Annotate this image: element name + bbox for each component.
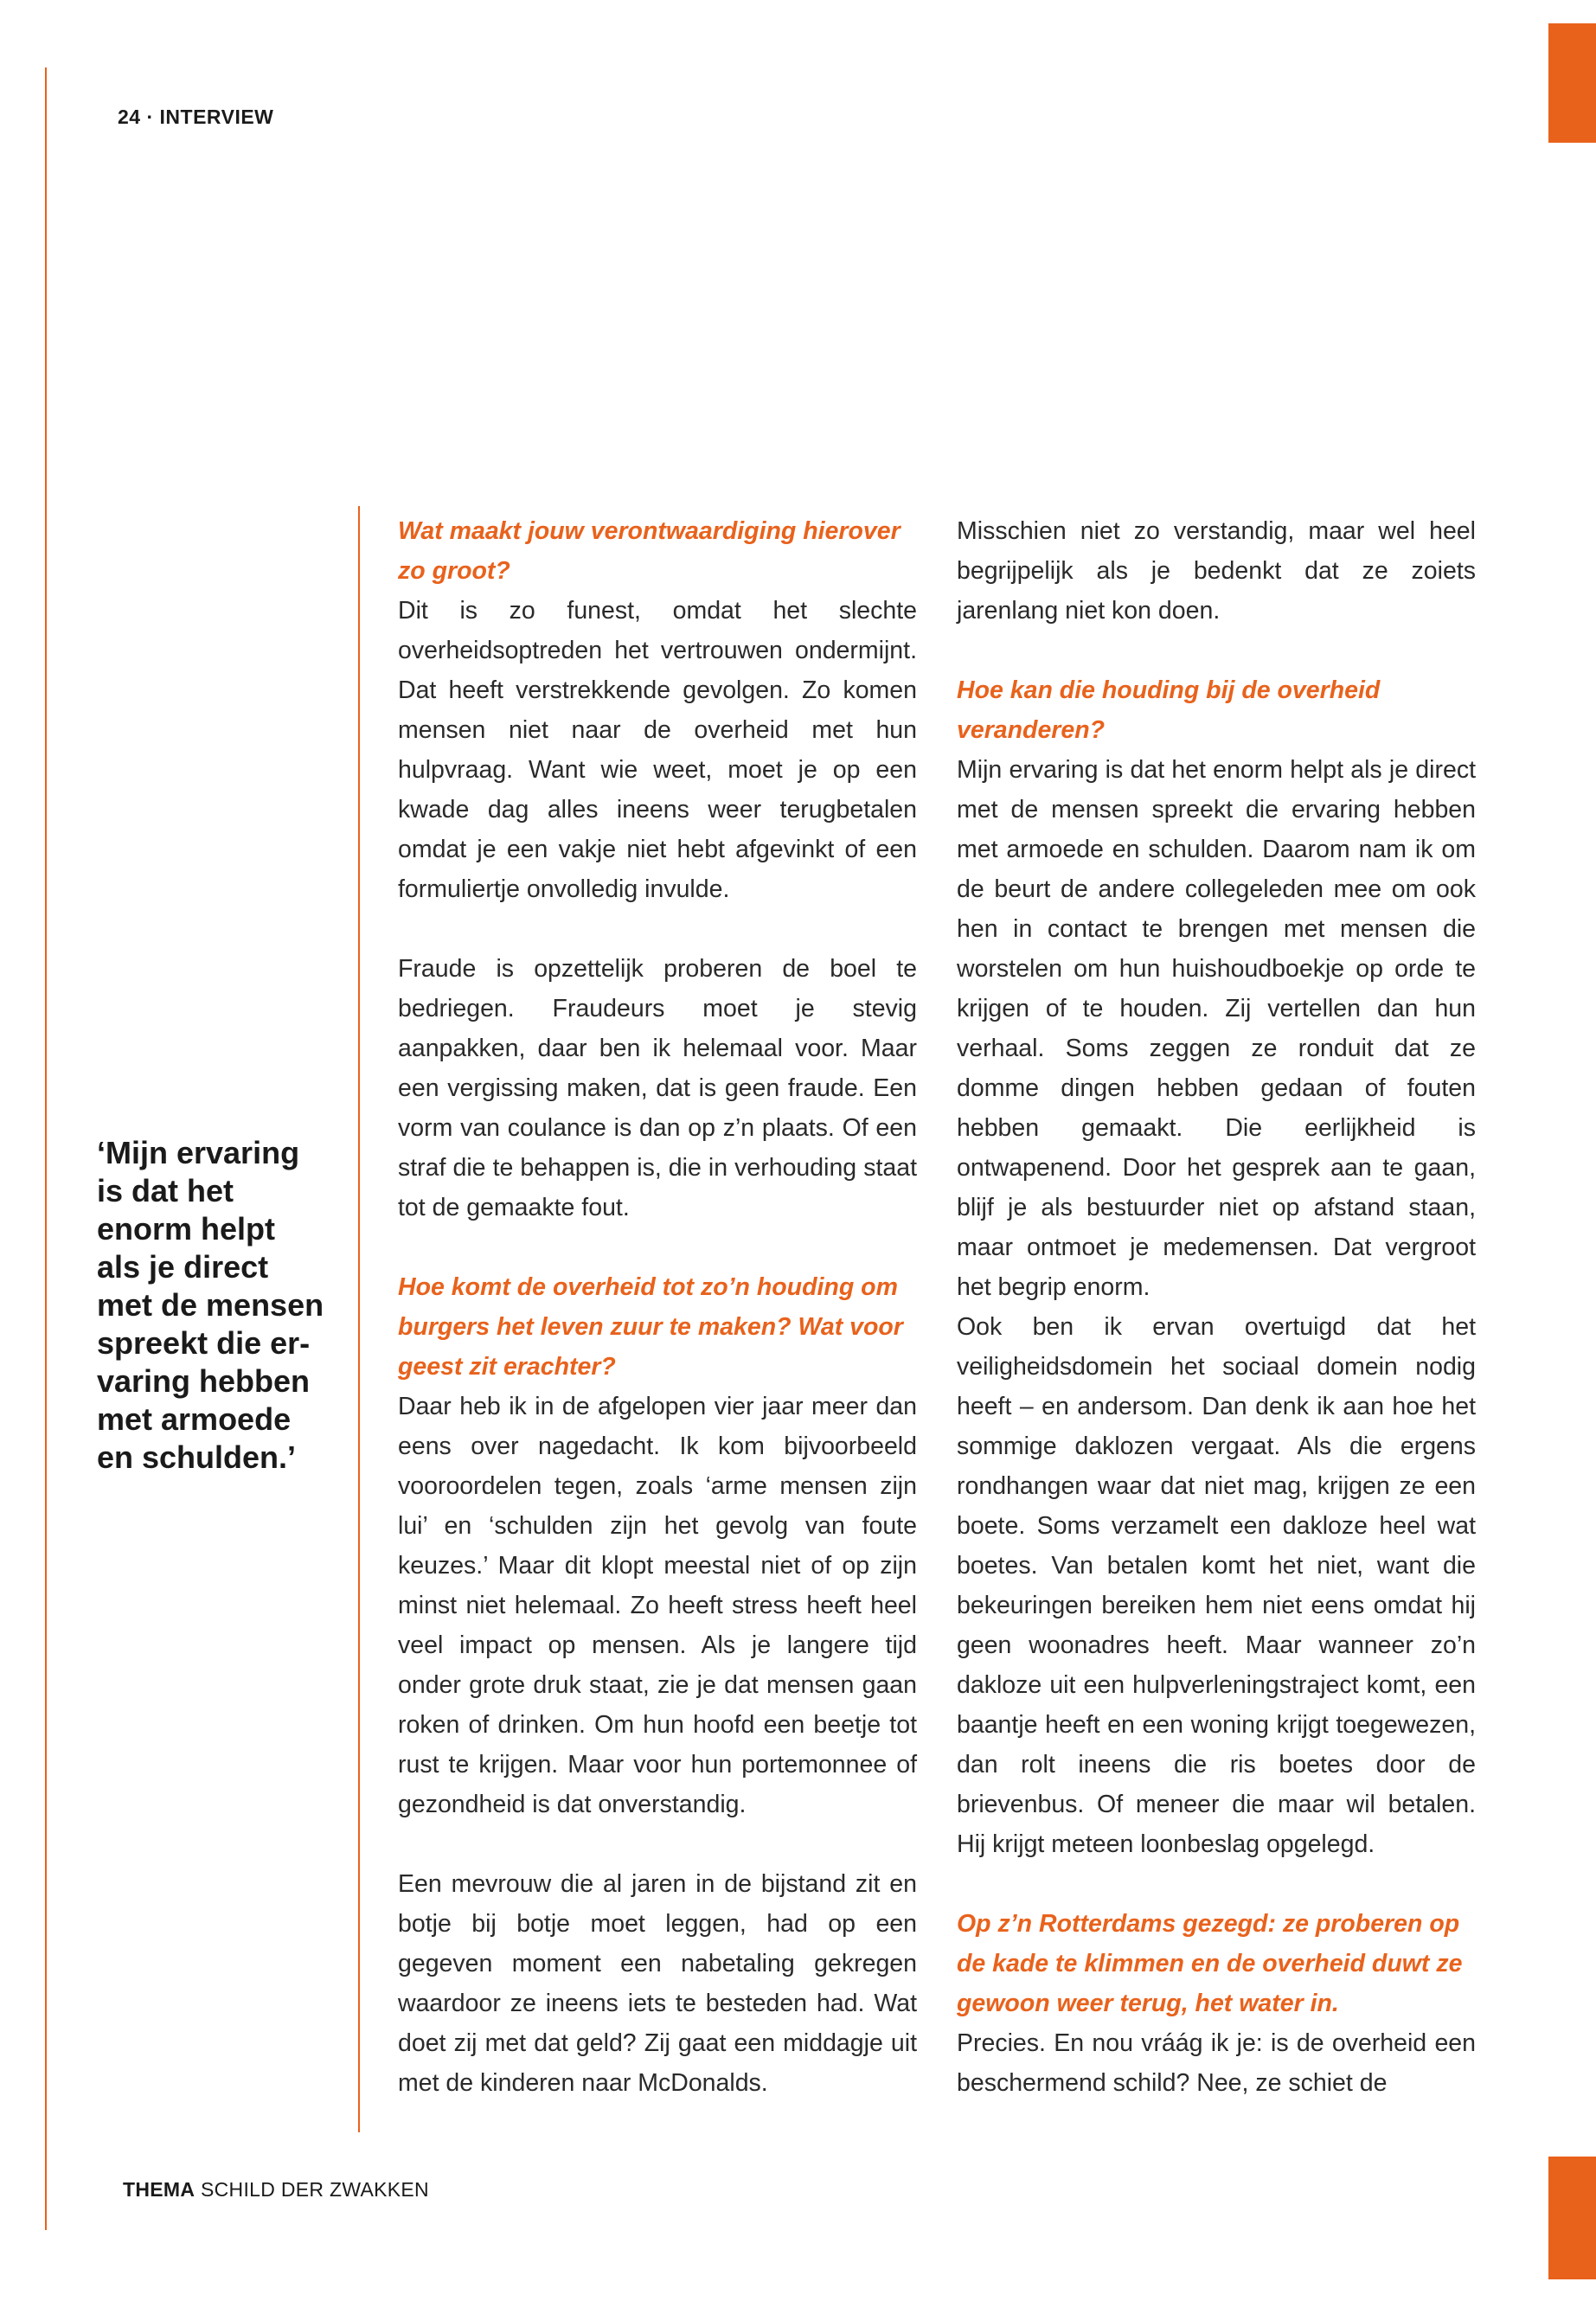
bottom-edge-tab <box>1548 2157 1596 2279</box>
answer-paragraph: Dit is zo funest, omdat het slechte overheidsoptreden het vertrouwen ondermijnt. Dat heeft verstrekkende gevolgen. Zo komen mensen niet naar de overheid met hun hulpvraag. Want wie weet, moet je op een kwade dag alles ineens weer terugbetalen omdat je een vakje niet hebt afgevinkt of een formuliertje onvolledig invulde. <box>398 597 917 903</box>
answer-paragraph: Ook ben ik ervan overtuigd dat het veiligheidsdomein het sociaal domein nodig heeft – en andersom. Dan denk ik aan hoe het sommige daklozen vergaat. Als die ergens rondhangen waar dat niet mag, krijgen ze een boete. Soms verzamelt een dakloze heel wat boetes. Van betalen komt het niet, want die bekeuringen bereiken hem niet eens omdat hij geen woonadres heeft. Maar wanneer zo’n dakloze uit een hulpverleningstraject komt, een baantje heeft en een woning krijgt toegewezen, dan rolt ineens die ris boetes door de brievenbus. Of meneer die maar wil betalen. Hij krijgt meteen loonbeslag opgelegd. <box>957 1313 1476 1858</box>
article-column-1 <box>398 511 917 2103</box>
top-edge-tab <box>1548 23 1596 143</box>
running-head: 24 · INTERVIEW <box>118 106 274 128</box>
pull-quote: ‘Mijn ervaring is dat het enorm helpt als je direct met de mensen spreekt die er- varing hebben met armoede en schulden.’ <box>97 1135 324 1475</box>
question-heading: Op z’n Rotterdams gezegd: ze proberen op de kade te klimmen en de overheid duwt ze gewoon weer terug, het water in. <box>957 1910 1463 2017</box>
body-paragraph: Fraude is opzettelijk proberen de boel te bedriegen. Fraudeurs moet je stevig aanpakken, daar ben ik helemaal voor. Maar een vergissing maken, dat is geen fraude. Een vorm van coulance is dan op z’n plaats. Of een straf die te behappen is, die in verhouding staat tot de gemaakte fout. <box>398 955 917 1221</box>
footer-theme-title: SCHILD DER ZWAKKEN <box>200 2178 429 2201</box>
body-paragraph: Misschien niet zo verstandig, maar wel heel begrijpelijk als je bedenkt dat ze zoiets jarenlang niet kon doen. <box>957 517 1476 625</box>
answer-paragraph: Daar heb ik in de afgelopen vier jaar meer dan eens over nagedacht. Ik kom bijvoorbeeld vooroordelen tegen, zoals ‘arme mensen zijn lui’ en ‘schulden zijn het gevolg van foute keuzes.’ Maar dit klopt meestal niet of op zijn minst niet helemaal. Zo heeft stress heeft heel veel impact op mensen. Als je langere tijd onder grote druk staat, zie je dat mensen gaan roken of drinken. Om hun hoofd een beetje tot rust te krijgen. Maar voor hun portemonnee of gezondheid is dat onverstandig. <box>398 1393 917 1818</box>
answer-paragraph: Precies. En nou vráág ik je: is de overheid een beschermend schild? Nee, ze schiet de <box>957 2029 1476 2097</box>
footer <box>123 2178 429 2202</box>
footer-theme-label: THEMA <box>123 2178 195 2201</box>
margin-rule <box>45 67 47 2230</box>
question-heading: Wat maakt jouw verontwaardiging hierover zo groot? <box>398 517 901 585</box>
body-paragraph: Een mevrouw die al jaren in de bijstand zit en botje bij botje moet leggen, had op een gegeven moment een nabetaling gekregen waardoor ze ineens iets te besteden had. Wat doet zij met dat geld? Zij gaat een middagje uit met de kinderen naar McDonalds. <box>398 1870 917 2097</box>
answer-paragraph: Mijn ervaring is dat het enorm helpt als je direct met de mensen spreekt die ervaring hebben met armoede en schulden. Daarom nam ik om de beurt de andere collegeleden mee om ook hen in contact te brengen met mensen die worstelen om hun huishoudboekje op orde te krijgen of te houden. Zij vertellen dan hun verhaal. Soms zeggen ze ronduit dat ze domme dingen hebben gedaan of fouten hebben gemaakt. Die eerlijkheid is ontwapenend. Door het gesprek aan te gaan, blijf je als bestuurder niet op afstand staan, maar ontmoet je medemensen. Dat vergroot het begrip enorm. <box>957 756 1476 1301</box>
pull-quote-rule <box>358 506 360 2132</box>
question-heading: Hoe komt de overheid tot zo’n houding om burgers het leven zuur te maken? Wat voor geest zit erachter? <box>398 1273 903 1381</box>
question-heading: Hoe kan die houding bij de overheid veranderen? <box>957 676 1381 744</box>
article-column-2 <box>957 511 1476 2103</box>
